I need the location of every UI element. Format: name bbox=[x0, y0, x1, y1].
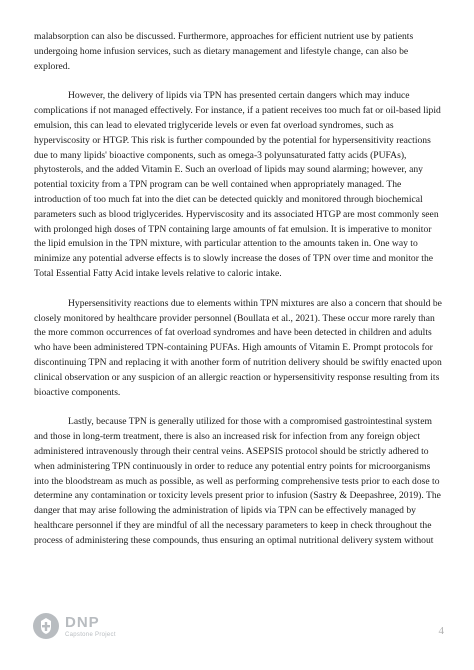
paragraph-lipid-dangers: However, the delivery of lipids via TPN has presented certain dangers which may induce complications if not managed effectively. For instance, if a patient receives too much fat or oil-based lipid emulsion, this can lead to elevated triglyceride levels or even fat overload syndromes, such as hyperviscosity or HTGP. This risk is further compounded by the potential for hypersensitivity reactions due to many lipids' bioactive components, such as omega-3 polyunsaturated fatty acids (PUFAs), phytosterols, and the added Vitamin E. Such an overload of lipids may sound alarming; however, any potential toxicity from a TPN program can be well contained when appropriately managed. The introduction of too much fat into the diet can be detected quickly and monitored through biochemical parameters such as blood triglycerides. Hyperviscosity and its associated HTGP are most commonly seen with prolonged high doses of TPN containing large amounts of fat emulsion. It is imperative to monitor the lipid emulsion in the TPN mixture, with particular attention to the amounts taken in. One way to minimize any potential adverse effects is to slowly increase the doses of TPN over time and monitor the Total Essential Fatty Acid intake levels relative to caloric intake. bbox=[34, 90, 441, 279]
body-text bbox=[34, 30, 442, 564]
dnp-logo-icon bbox=[32, 612, 60, 640]
page-number: 4 bbox=[438, 625, 444, 637]
logo-main-text: DNP bbox=[65, 613, 100, 631]
footer-logo bbox=[32, 611, 152, 641]
paragraph-continuation: malabsorption can also be discussed. Furthermore, approaches for efficient nutrient use by patients undergoing home infusion services, such as dietary management and lifestyle change, can also be explored. bbox=[34, 31, 414, 72]
paragraph-infection-risk: Lastly, because TPN is generally utilized for those with a compromised gastrointestinal system and those in long-term treatment, there is also an increased risk for infection from any foreign object administered intravenously through their central veins. ASEPSIS protocol should be strictly adhered to when administering TPN continuously in order to reduce any potential entry points for microorganisms into the bloodstream as much as possible, as well as performing comprehensive tests prior to each dose to determine any contamination or toxicity levels present prior to infusion (Sastry & Deepashree, 2019). The danger that may arise following the administration of lipids via TPN can be effectively managed by healthcare personnel if they are mindful of all the necessary parameters to keep in check throughout the process of administering these compounds, thus ensuring an optimal nutritional delivery system without bbox=[34, 416, 441, 546]
logo-text bbox=[65, 615, 116, 638]
paragraph-hypersensitivity: Hypersensitivity reactions due to elements within TPN mixtures are also a concern that should be closely monitored by healthcare provider personnel (Boullata et al., 2021). These occur more rarely than the more common occurrences of fat overload syndromes and have been detected in children and adults who have been administered TPN-containing PUFAs. High amounts of Vitamin E. Prompt protocols for discontinuing TPN and replacing it with another form of nutrition delivery should be swiftly enacted upon clinical observation or any suspicion of an allergic reaction or hypersensitivity response resulting from its bioactive components. bbox=[34, 297, 442, 398]
logo-sub-text: Capstone Project bbox=[65, 631, 116, 638]
